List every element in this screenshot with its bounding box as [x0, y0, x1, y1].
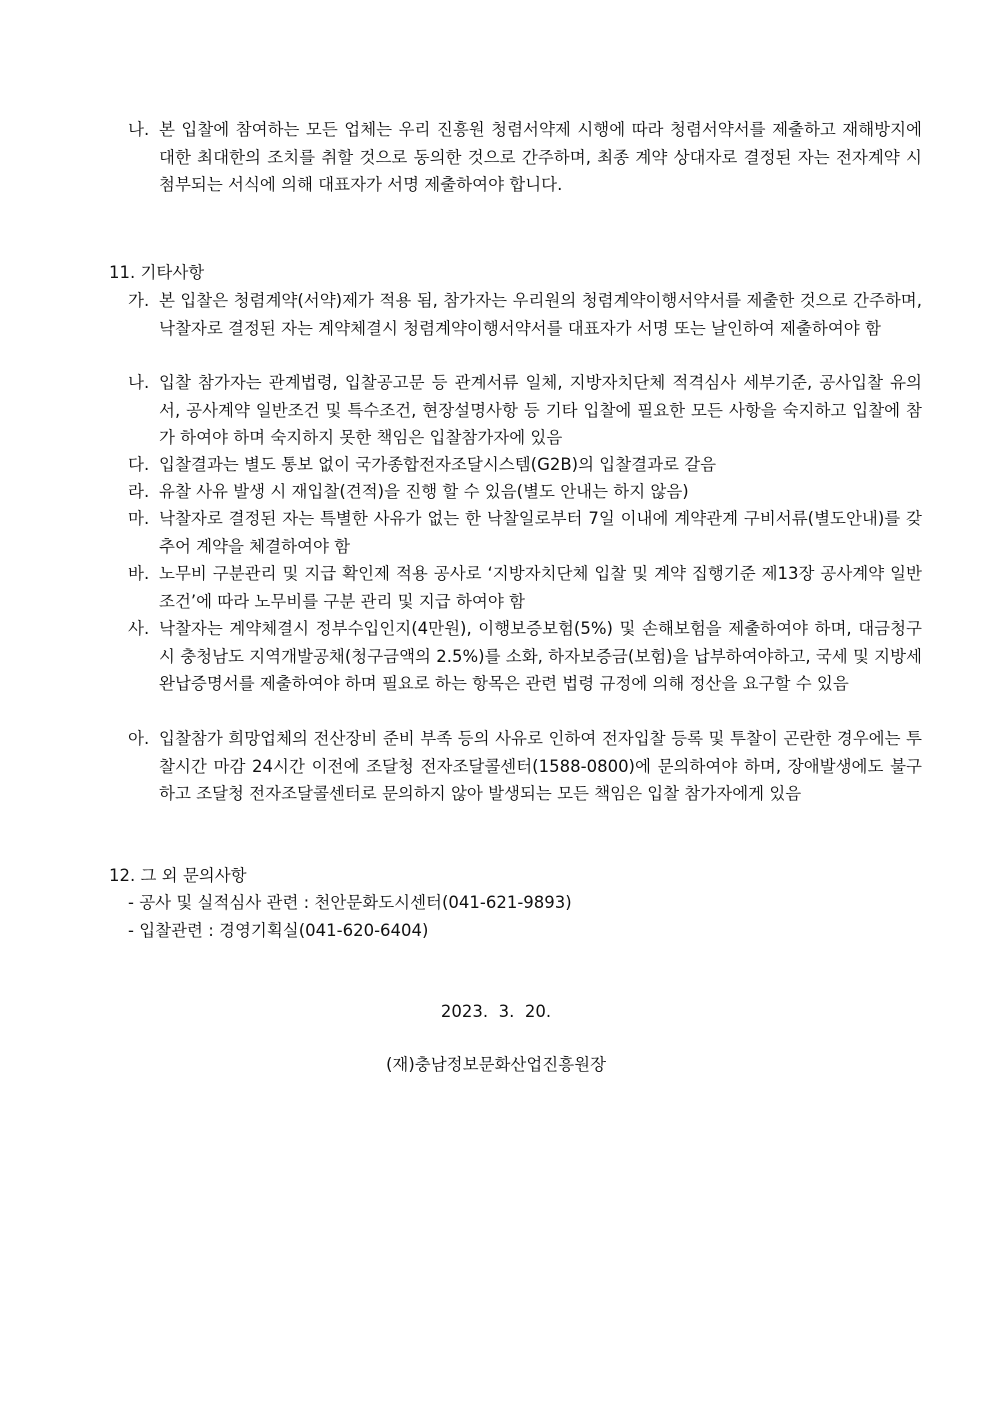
document-date: 2023. 3. 20.	[440, 1002, 552, 1021]
section-11-item-ba	[128, 560, 922, 615]
item-text: 본 입찰은 청렴계약(서약)제가 적용 됨, 참가자는 우리원의 청렴계약이행서약서를 제출한 것으로 간주하며, 낙찰자로 결정된 자는 계약체결시 청렴계약이행서약서를 대표자가 서명 또는 날인하여 제출하여야 함	[159, 291, 922, 338]
item-mark: 나.	[128, 373, 150, 392]
item-mark: 가.	[128, 291, 150, 310]
item-text: 입찰결과는 별도 통보 없이 국가종합전자조달시스템(G2B)의 입찰결과로 갈음	[159, 455, 717, 474]
item-text: 입찰참가 희망업체의 전산장비 준비 부족 등의 사유로 인하여 전자입찰 등록 및 투찰이 곤란한 경우에는 투찰시간 마감 24시간 이전에 조달청 전자조달콜센터(1588-0800)에 문의하여야 하며, 장애발생에도 불구하고 조달청 전자조달콜센터로 문의하지 않아 발생되는 모든 책임은 입찰 참가자에게 있음	[159, 729, 922, 803]
section-11-item-ma	[128, 505, 922, 560]
section-11-item-sa	[128, 615, 922, 698]
section-12-heading: 12. 그 외 문의사항	[109, 866, 247, 885]
item-mark: 아.	[128, 729, 150, 748]
item-text: 입찰 참가자는 관계법령, 입찰공고문 등 관계서류 일체, 지방자치단체 적격심사 세부기준, 공사입찰 유의서, 공사계약 일반조건 및 특수조건, 현장설명사항 등 기타 입찰에 필요한 모든 사항을 숙지하고 입찰에 참가 하여야 하며 숙지하지 못한 책임은 입찰참가자에 있음	[159, 373, 922, 447]
section-11-item-ra	[128, 478, 922, 506]
item-text: 유찰 사유 발생 시 재입찰(견적)을 진행 할 수 있음(별도 안내는 하지 않음)	[159, 482, 689, 501]
issuer-name: (재)충남정보문화산업진흥원장	[385, 1055, 607, 1074]
contact-construction: - 공사 및 실적심사 관련 : 천안문화도시센터(041-621-9893)	[128, 893, 572, 912]
item-text: 노무비 구분관리 및 지급 확인제 적용 공사로 ‘지방자치단체 입찰 및 계약 집행기준 제13장 공사계약 일반조건’에 따라 노무비를 구분 관리 및 지급 하여야 함	[159, 564, 922, 611]
item-mark: 바.	[128, 564, 150, 583]
item-mark: 다.	[128, 455, 150, 474]
item-mark: 마.	[128, 509, 150, 528]
item-mark: 나.	[128, 120, 150, 139]
section-11-item-a	[128, 725, 922, 808]
item-text: 본 입찰에 참여하는 모든 업체는 우리 진흥원 청렴서약제 시행에 따라 청렴서약서를 제출하고 재해방지에 대한 최대한의 조치를 취할 것으로 동의한 것으로 간주하며, 최종 계약 상대자로 결정된 자는 전자계약 시 첨부되는 서식에 의해 대표자가 서명 제출하여야 합니다.	[159, 120, 922, 194]
intro-item	[128, 116, 922, 199]
item-text: 낙찰자로 결정된 자는 특별한 사유가 없는 한 낙찰일로부터 7일 이내에 계약관계 구비서류(별도안내)를 갖추어 계약을 체결하여야 함	[159, 509, 922, 556]
item-mark: 라.	[128, 482, 150, 501]
contact-bidding: - 입찰관련 : 경영기획실(041-620-6404)	[128, 921, 429, 940]
section-11-item-na	[128, 369, 922, 452]
item-mark: 사.	[128, 619, 150, 638]
section-11-item-ga	[128, 287, 922, 342]
item-text: 낙찰자는 계약체결시 정부수입인지(4만원), 이행보증보험(5%) 및 손해보험을 제출하여야 하며, 대금청구 시 충청남도 지역개발공채(청구금액의 2.5%)를 소화, 하자보증금(보험)을 납부하여야하고, 국세 및 지방세 완납증명서를 제출하여야 하며 필요로 하는 항목은 관련 법령 규정에 의해 정산을 요구할 수 있음	[159, 619, 922, 693]
section-11-heading: 11. 기타사항	[109, 263, 205, 282]
section-11-item-da	[128, 451, 922, 479]
